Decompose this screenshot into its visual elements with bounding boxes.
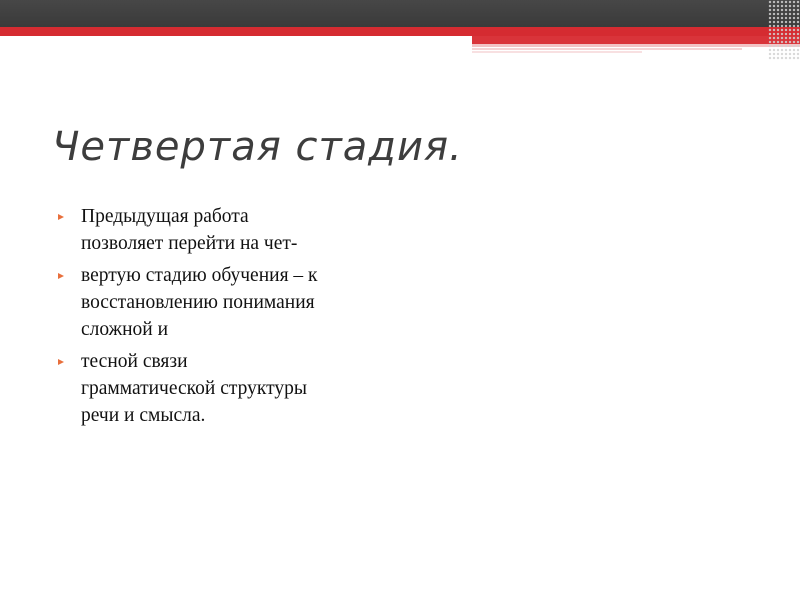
bullet-line: Предыдущая работа — [81, 206, 249, 227]
dot-pattern-decoration — [768, 0, 800, 60]
bullet-item — [58, 348, 388, 429]
header-red-band — [0, 27, 800, 36]
header-pink-stripe — [472, 48, 742, 50]
header-dark-band — [0, 0, 800, 27]
bullet-line: позволяет перейти на чет- — [81, 233, 298, 254]
slide-title: Четвертая стадия. — [52, 124, 463, 170]
header-red-accent — [472, 36, 800, 44]
bullet-item — [58, 262, 388, 343]
header-pink-stripe — [472, 51, 642, 53]
triangle-bullet-icon — [58, 273, 64, 279]
triangle-bullet-icon — [58, 214, 64, 220]
header-pink-stripe — [472, 44, 800, 47]
bullet-item — [58, 203, 388, 257]
bullet-line: тесной связи — [81, 351, 188, 372]
bullet-list — [58, 203, 388, 434]
triangle-bullet-icon — [58, 359, 64, 365]
bullet-line: вертую стадию обучения – к — [81, 265, 318, 286]
bullet-line: речи и смысла. — [81, 405, 206, 426]
bullet-line: грамматической структуры — [81, 378, 307, 399]
bullet-line: сложной и — [81, 319, 169, 340]
bullet-line: восстановлению понимания — [81, 292, 315, 313]
